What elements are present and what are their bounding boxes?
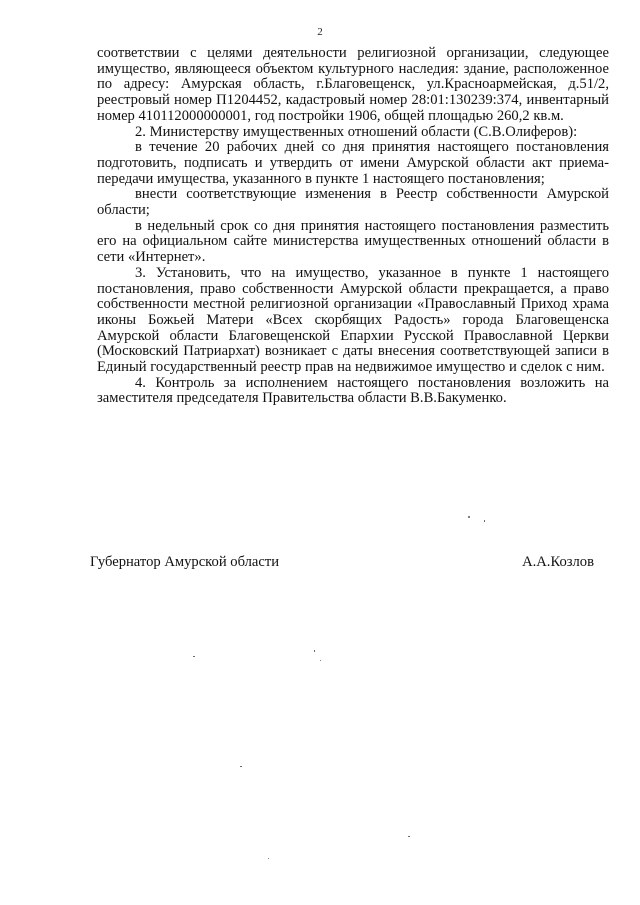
scan-speck: [240, 766, 242, 767]
paragraph-continuation: соответствии с целями деятельности религиозной организации, следующее имущество, являющееся объектом культурного наследия: здание, расположенное по адресу: Амурская область, г.Благовещенск, ул.Красноармейская, д.51/2, реестровый номер П1204452, кадастровый номер 28:01:130239:374, инвентарный номер 410112000000001, год постройки 1906, общей площадью 260,2 кв.м.: [97, 45, 609, 124]
scan-speck: [268, 858, 269, 859]
page-number: 2: [317, 26, 323, 38]
paragraph-item-2: 2. Министерству имущественных отношений области (С.В.Олиферов):: [135, 123, 578, 140]
scan-speck: [468, 516, 470, 518]
scan-speck: [484, 520, 485, 522]
signatory-position: Губернатор Амурской области: [90, 554, 280, 570]
scan-speck: [193, 656, 195, 657]
paragraph-subitem-transfer-act: в течение 20 рабочих дней со дня принятия настоящего постановления подготовить, подписать и утвердить от имени Амурской области акт приема-передачи имущества, указанного в пункте 1 настоящего постановления;: [97, 139, 609, 187]
signature-block: [90, 554, 594, 571]
scan-speck: [320, 660, 321, 661]
paragraph-item-4: 4. Контроль за исполнением настоящего постановления возложить на заместителя председателя Правительства области В.В.Бакуменко.: [97, 374, 609, 407]
scan-speck: [314, 650, 315, 652]
paragraph-subitem-publish: в недельный срок со дня принятия настоящего постановления разместить его на официальном сайте министерства имущественных отношений области в сети «Интернет».: [97, 217, 609, 266]
document-body: [97, 46, 609, 407]
scan-speck: [408, 836, 410, 837]
signatory-name: А.А.Козлов: [522, 554, 594, 570]
paragraph-item-3: 3. Установить, что на имущество, указанное в пункте 1 настоящего постановления, право собственности Амурской области прекращается, а право собственности местной религиозной организации «Православный Приход храма иконы Божьей Матери «Всех скорбящих Радость» города Благовещенска Амурской области Благовещенской Епархии Русской Православной Церкви (Московский Патриархат) возникает с даты внесения соответствующей записи в Единый государственный реестр прав на недвижимое имущество и сделок с ним.: [97, 264, 609, 376]
paragraph-subitem-registry: внести соответствующие изменения в Реестр собственности Амурской области;: [97, 186, 609, 219]
